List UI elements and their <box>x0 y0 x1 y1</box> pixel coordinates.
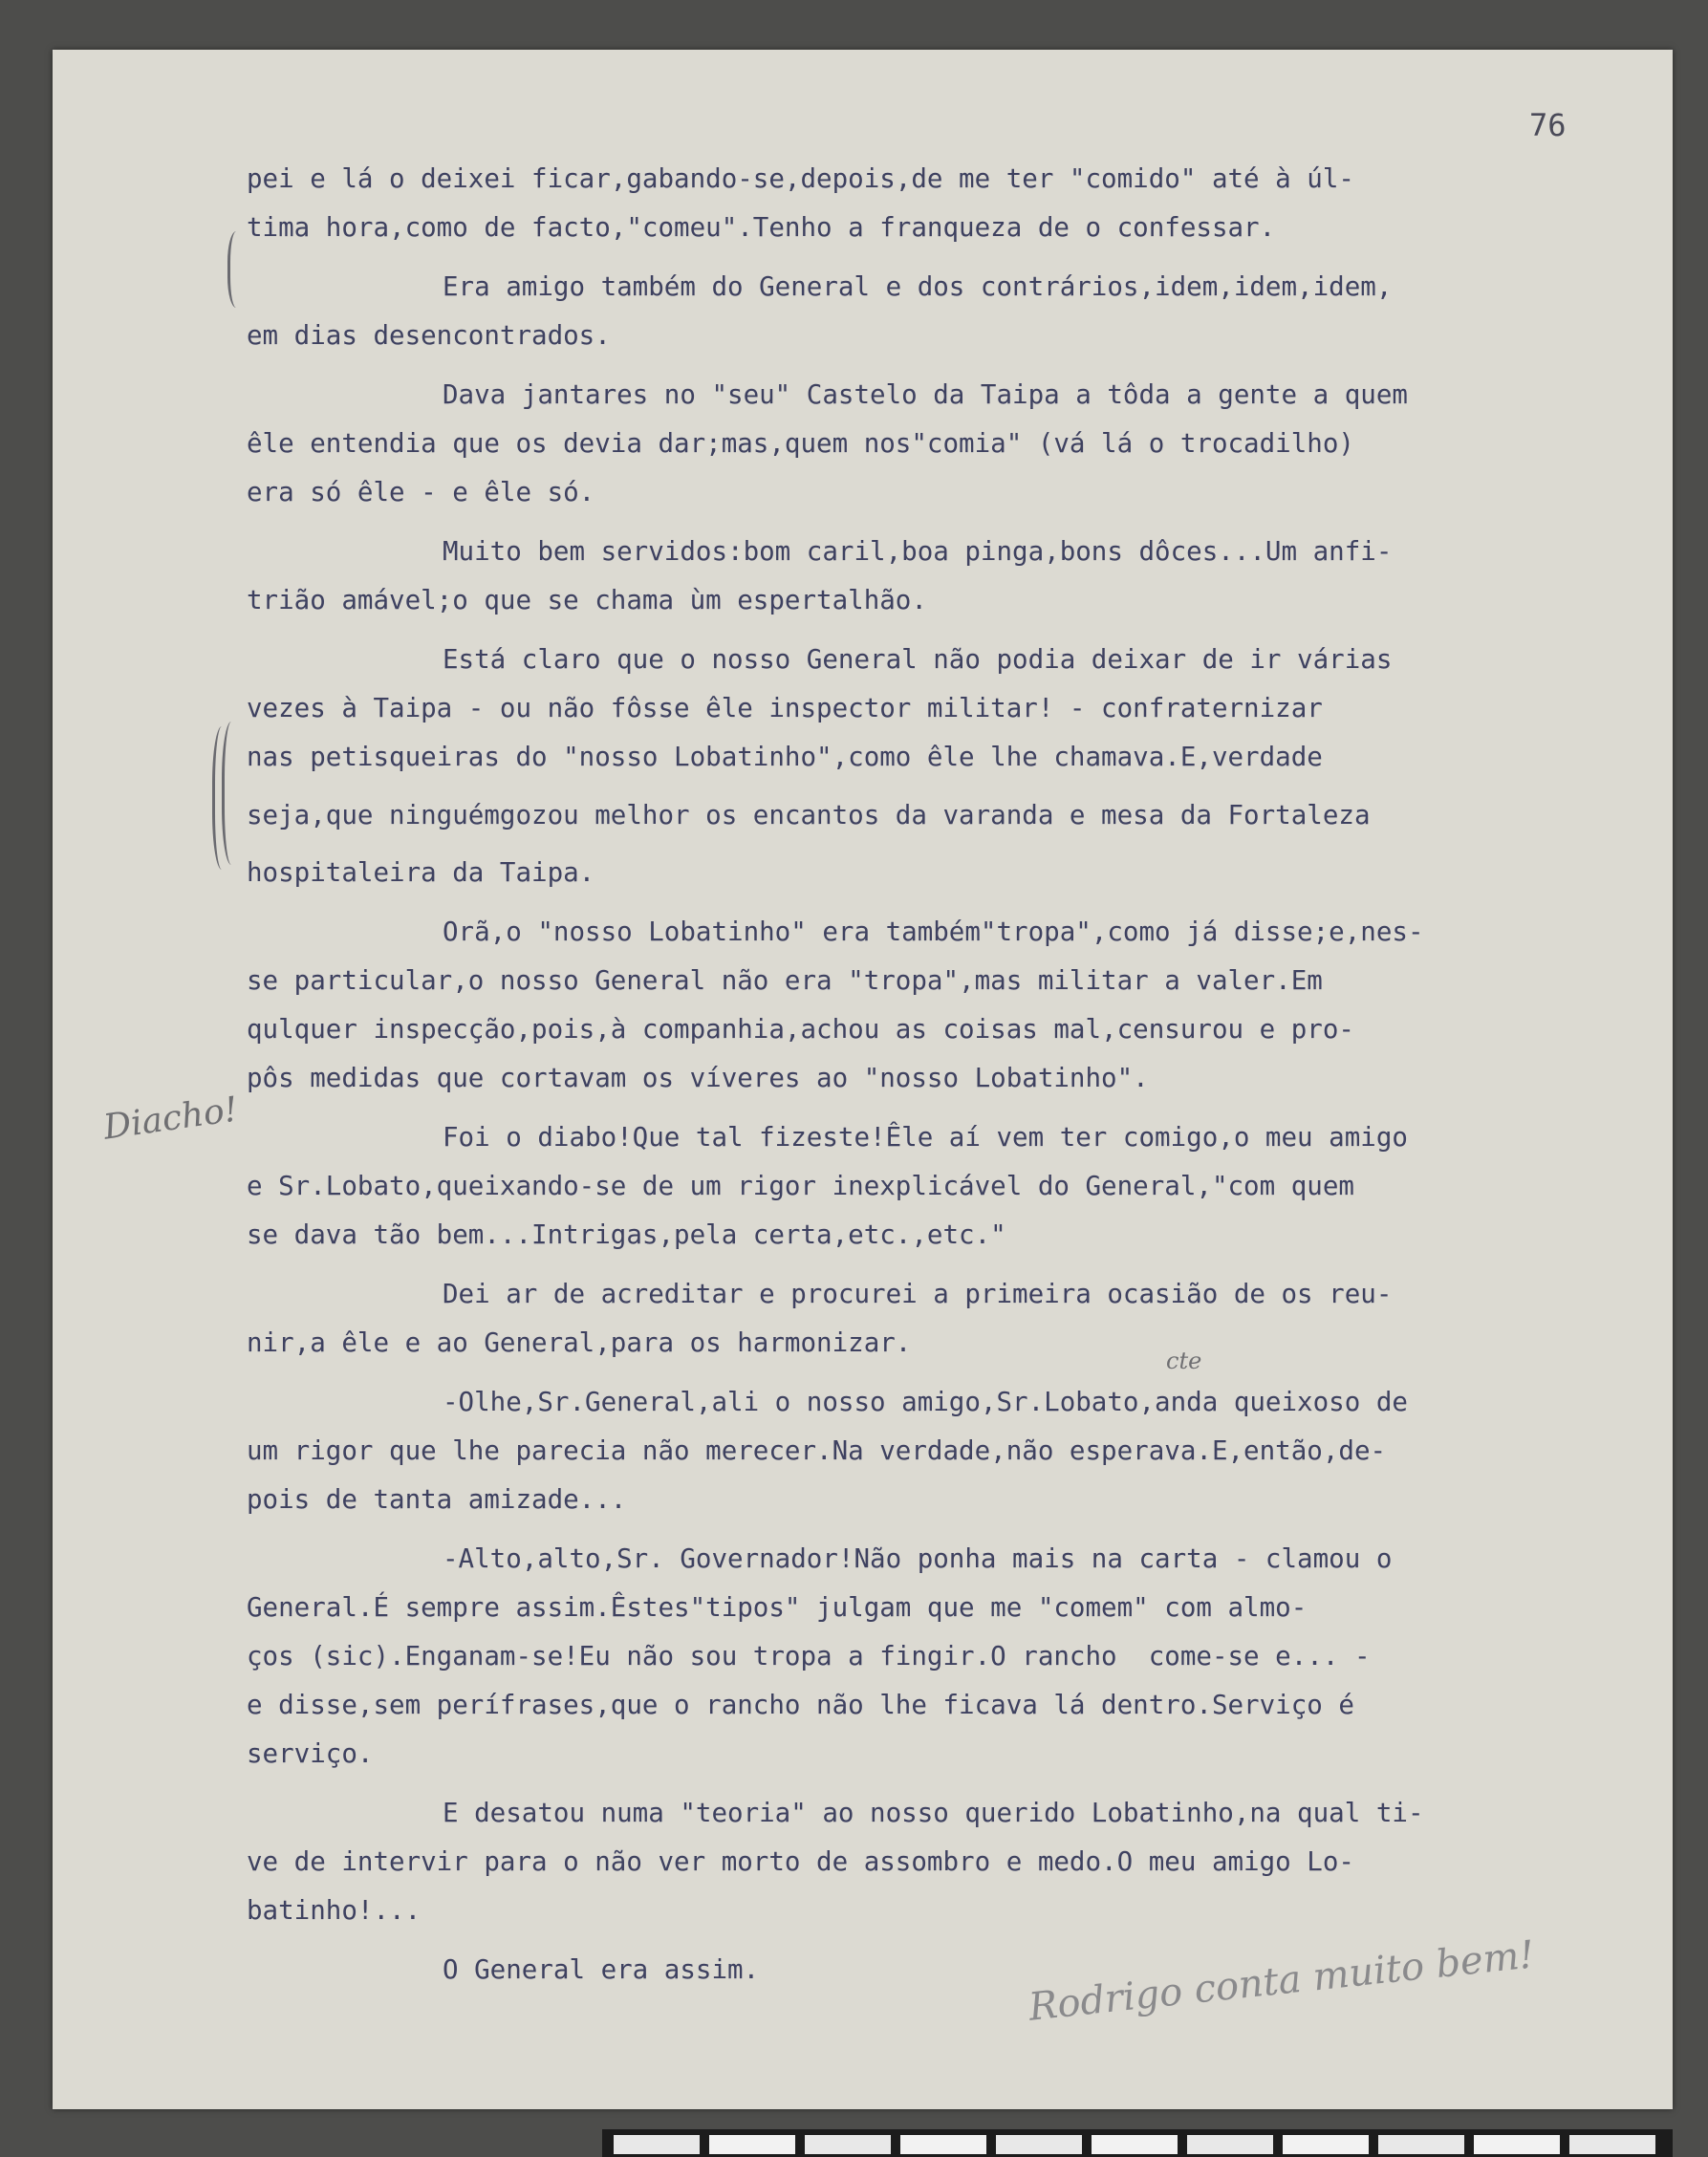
text-line: Dei ar de acreditar e procurei a primeira ocasião de os reu- <box>443 1279 1393 1309</box>
paragraph-3 <box>247 371 1661 517</box>
text-line: trião amável;o que se chama ùm espertalhão. <box>247 585 927 615</box>
text-line: pei e lá o deixei ficar,gabando-se,depois,de me ter "comido" até à úl- <box>247 163 1354 194</box>
ruler-segment <box>709 2135 795 2154</box>
text-line: vezes à Taipa - ou não fôsse êle inspector militar! - confraternizar <box>247 693 1323 723</box>
ruler-segment <box>1283 2135 1369 2154</box>
text-line: em dias desencontrados. <box>247 320 611 351</box>
paragraph-2 <box>247 263 1661 360</box>
text-line: batinho!... <box>247 1895 422 1926</box>
text-line: serviço. <box>247 1738 374 1769</box>
paragraph-11 <box>247 1789 1661 1935</box>
text-line: nir,a êle e ao General,para os harmonizar. <box>247 1327 912 1358</box>
text-line: Orã,o "nosso Lobatinho" era também"tropa",como já disse;e,nes- <box>443 917 1424 947</box>
text-line: Foi o diabo!Que tal fizeste!Êle aí vem ter comigo,o meu amigo <box>443 1122 1408 1153</box>
text-line: ços (sic).Enganam-se!Eu não sou tropa a fingir.O rancho come-se e... - <box>247 1641 1371 1672</box>
ruler-segment <box>996 2135 1082 2154</box>
ruler-segment <box>1474 2135 1560 2154</box>
text-line: General.É sempre assim.Êstes"tipos" julgam que me "comem" com almo- <box>247 1592 1308 1623</box>
text-line: qulquer inspecção,pois,à companhia,achou as coisas mal,censurou e pro- <box>247 1014 1354 1045</box>
paragraph-9 <box>247 1378 1661 1524</box>
text-line: se particular,o nosso General não era "tropa",mas militar a valer.Em <box>247 965 1323 996</box>
page-number: 76 <box>1529 107 1567 143</box>
scale-ruler <box>602 2129 1673 2157</box>
ruler-segment <box>614 2135 700 2154</box>
text-line: Está claro que o nosso General não podia deixar de ir várias <box>443 644 1393 675</box>
text-line: hospitaleira da Taipa. <box>247 857 595 888</box>
margin-bracket-mark <box>222 722 246 865</box>
text-line: era só êle - e êle só. <box>247 477 595 507</box>
text-line: e Sr.Lobato,queixando-se de um rigor inexplicável do General,"com quem <box>247 1171 1354 1201</box>
text-line: êle entendia que os devia dar;mas,quem nos"comia" (vá lá o trocadilho) <box>247 428 1354 459</box>
text-line: Muito bem servidos:bom caril,boa pinga,bons dôces...Um anfi- <box>443 536 1393 567</box>
typewritten-text <box>247 155 1661 2005</box>
closing-handwritten-note: Rodrigo conta muito bem! <box>1027 1932 1537 2030</box>
text-line: -Alto,alto,Sr. Governador!Não ponha mais na carta - clamou o <box>443 1543 1393 1574</box>
text-line: e disse,sem perífrases,que o rancho não lhe ficava lá dentro.Serviço é <box>247 1690 1354 1720</box>
text-line: seja,que ninguémgozou melhor os encantos da varanda e mesa da Fortaleza <box>247 800 1371 830</box>
ruler-segment <box>900 2135 986 2154</box>
superscript-correction: cte <box>1166 1348 1202 1374</box>
ruler-segment <box>805 2135 891 2154</box>
text-line: E desatou numa "teoria" ao nosso querido Lobatinho,na qual ti- <box>443 1798 1424 1828</box>
text-line: se dava tão bem...Intrigas,pela certa,etc.,etc." <box>247 1219 1006 1250</box>
text-line: pôs medidas que cortavam os víveres ao "nosso Lobatinho". <box>247 1063 1149 1093</box>
margin-note-diacho: Diacho! <box>100 1089 241 1148</box>
paragraph-8 <box>247 1270 1661 1368</box>
text-line: tima hora,como de facto,"comeu".Tenho a franqueza de o confessar. <box>247 212 1276 243</box>
text-line: ve de intervir para o não ver morto de assombro e medo.O meu amigo Lo- <box>247 1846 1354 1877</box>
ruler-segment <box>1092 2135 1178 2154</box>
ruler-segment <box>1378 2135 1464 2154</box>
text-line: pois de tanta amizade... <box>247 1484 627 1515</box>
text-line: -Olhe,Sr.General,ali o nosso amigo,Sr.Lobato,anda queixoso de <box>443 1387 1408 1417</box>
text-line: O General era assim. <box>443 1954 760 1985</box>
text-line: nas petisqueiras do "nosso Lobatinho",como êle lhe chamava.E,verdade <box>247 742 1323 772</box>
paragraph-6 <box>247 908 1661 1103</box>
text-line: Era amigo também do General e dos contrários,idem,idem,idem, <box>443 271 1393 302</box>
paragraph-5 <box>247 636 1661 897</box>
paragraph-4 <box>247 528 1661 625</box>
text-line: um rigor que lhe parecia não merecer.Na verdade,não esperava.E,então,de- <box>247 1435 1387 1466</box>
paragraph-1 <box>247 155 1661 252</box>
paragraph-7 <box>247 1113 1661 1260</box>
paragraph-10 <box>247 1535 1661 1779</box>
paragraph-12 <box>247 1946 1661 1995</box>
text-line: Dava jantares no "seu" Castelo da Taipa a tôda a gente a quem <box>443 379 1408 410</box>
ruler-segment <box>1187 2135 1273 2154</box>
ruler-segment <box>1569 2135 1655 2154</box>
